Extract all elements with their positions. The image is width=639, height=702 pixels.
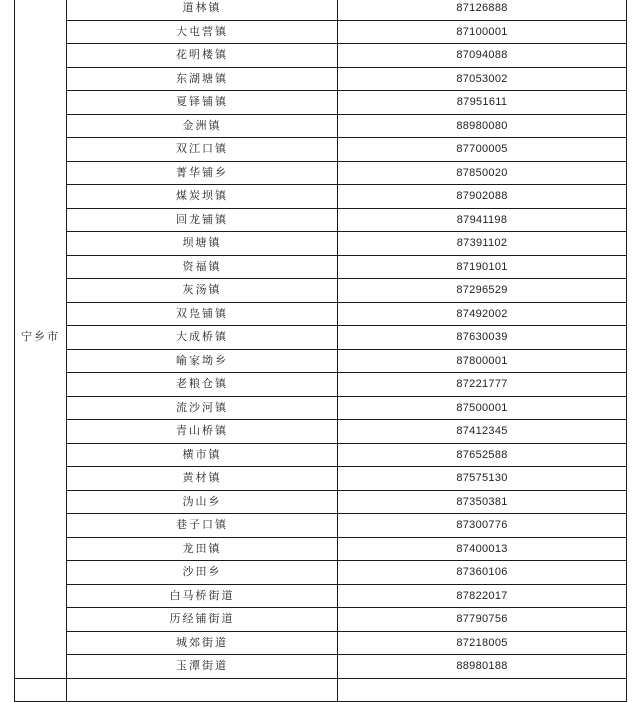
phone-number-cell: 87053002 <box>338 67 627 91</box>
town-name-cell: 夏铎铺镇 <box>67 91 338 115</box>
table-row <box>15 138 627 162</box>
town-name-cell: 双江口镇 <box>67 138 338 162</box>
table-row <box>15 0 627 20</box>
phone-number-cell: 87100001 <box>338 20 627 44</box>
town-name-cell: 金洲镇 <box>67 114 338 138</box>
town-name-cell: 沙田乡 <box>67 561 338 585</box>
phone-number-cell: 87350381 <box>338 490 627 514</box>
table-row <box>15 232 627 256</box>
table-row <box>15 537 627 561</box>
town-name-cell: 黄材镇 <box>67 467 338 491</box>
table-row <box>15 44 627 68</box>
phone-number-cell: 87391102 <box>338 232 627 256</box>
phone-number-cell: 88980188 <box>338 655 627 679</box>
town-name-cell: 大屯营镇 <box>67 20 338 44</box>
table-row <box>15 255 627 279</box>
town-name-cell: 坝塘镇 <box>67 232 338 256</box>
table-row <box>15 467 627 491</box>
contact-table-body <box>15 0 627 702</box>
table-row <box>15 208 627 232</box>
town-name-cell: 老粮仓镇 <box>67 373 338 397</box>
table-row <box>15 561 627 585</box>
phone-number-cell: 87800001 <box>338 349 627 373</box>
table-row <box>15 373 627 397</box>
town-name-cell: 白马桥街道 <box>67 584 338 608</box>
table-row <box>15 655 627 679</box>
phone-number-cell: 87126888 <box>338 0 627 20</box>
town-name-cell: 菁华铺乡 <box>67 161 338 185</box>
town-name-cell: 大成桥镇 <box>67 326 338 350</box>
partial-cell <box>338 678 627 702</box>
table-row <box>15 443 627 467</box>
town-name-cell: 双凫铺镇 <box>67 302 338 326</box>
phone-number-cell: 87500001 <box>338 396 627 420</box>
table-row <box>15 608 627 632</box>
phone-number-cell: 87700005 <box>338 138 627 162</box>
partial-cell <box>67 678 338 702</box>
phone-number-cell: 87218005 <box>338 631 627 655</box>
phone-number-cell: 87630039 <box>338 326 627 350</box>
table-row <box>15 420 627 444</box>
table-row <box>15 302 627 326</box>
phone-number-cell: 87941198 <box>338 208 627 232</box>
table-row <box>15 490 627 514</box>
table-row <box>15 514 627 538</box>
town-name-cell: 回龙铺镇 <box>67 208 338 232</box>
town-name-cell: 花明楼镇 <box>67 44 338 68</box>
table-row <box>15 91 627 115</box>
town-name-cell: 龙田镇 <box>67 537 338 561</box>
phone-number-cell: 87221777 <box>338 373 627 397</box>
town-name-cell: 煤炭坝镇 <box>67 185 338 209</box>
phone-number-cell: 87190101 <box>338 255 627 279</box>
phone-number-cell: 87822017 <box>338 584 627 608</box>
table-row-partial-bottom <box>15 678 627 702</box>
county-name-cell: 宁乡市 <box>15 0 67 678</box>
phone-number-cell: 87094088 <box>338 44 627 68</box>
table-row <box>15 185 627 209</box>
phone-number-cell: 87575130 <box>338 467 627 491</box>
table-row <box>15 396 627 420</box>
phone-number-cell: 87902088 <box>338 185 627 209</box>
phone-number-cell: 87412345 <box>338 420 627 444</box>
town-name-cell: 历经铺街道 <box>67 608 338 632</box>
town-name-cell: 道林镇 <box>67 0 338 20</box>
town-name-cell: 城郊街道 <box>67 631 338 655</box>
table-row <box>15 114 627 138</box>
phone-number-cell: 87360106 <box>338 561 627 585</box>
phone-number-cell: 87300776 <box>338 514 627 538</box>
town-name-cell: 玉潭街道 <box>67 655 338 679</box>
phone-number-cell: 87790756 <box>338 608 627 632</box>
phone-number-cell: 87492002 <box>338 302 627 326</box>
town-name-cell: 资福镇 <box>67 255 338 279</box>
table-row <box>15 326 627 350</box>
table-row <box>15 279 627 303</box>
town-name-cell: 流沙河镇 <box>67 396 338 420</box>
phone-number-cell: 87951611 <box>338 91 627 115</box>
phone-number-cell: 87296529 <box>338 279 627 303</box>
table-row <box>15 67 627 91</box>
table-row <box>15 584 627 608</box>
partial-cell <box>15 678 67 702</box>
town-name-cell: 巷子口镇 <box>67 514 338 538</box>
table-row <box>15 161 627 185</box>
town-name-cell: 东湖塘镇 <box>67 67 338 91</box>
town-name-cell: 横市镇 <box>67 443 338 467</box>
town-name-cell: 青山桥镇 <box>67 420 338 444</box>
phone-number-cell: 87850020 <box>338 161 627 185</box>
town-name-cell: 沩山乡 <box>67 490 338 514</box>
contact-table <box>14 0 627 702</box>
phone-number-cell: 87400013 <box>338 537 627 561</box>
town-name-cell: 喻家坳乡 <box>67 349 338 373</box>
phone-number-cell: 88980080 <box>338 114 627 138</box>
phone-number-cell: 87652588 <box>338 443 627 467</box>
table-row <box>15 20 627 44</box>
table-row <box>15 349 627 373</box>
table-row <box>15 631 627 655</box>
town-name-cell: 灰汤镇 <box>67 279 338 303</box>
